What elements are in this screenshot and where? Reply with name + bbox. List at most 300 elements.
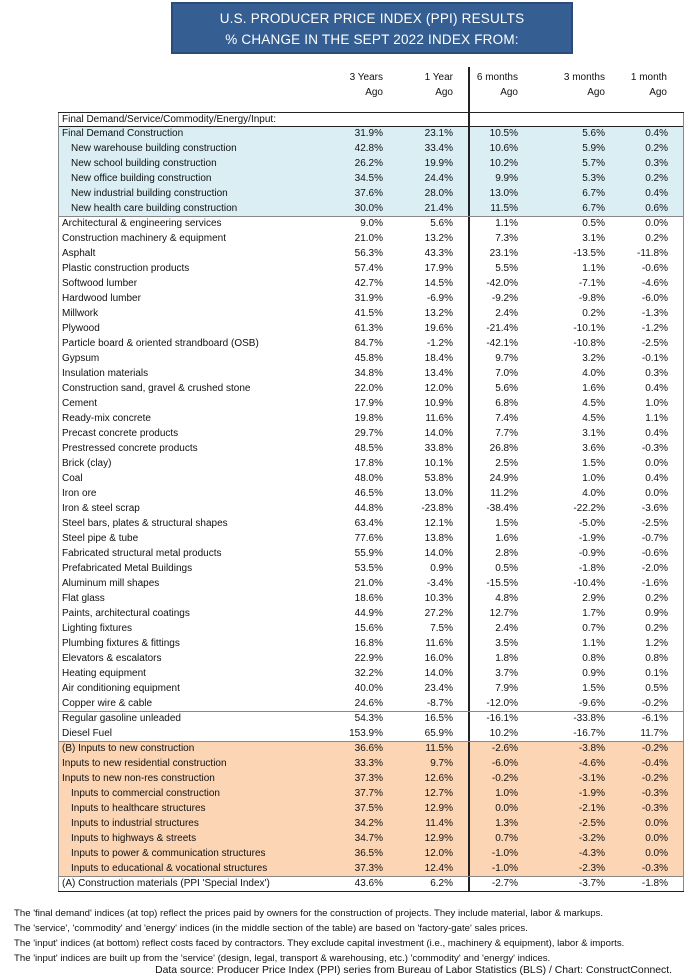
row-value: -4.6% bbox=[578, 758, 605, 769]
row-value: 33.3% bbox=[354, 758, 383, 769]
row-value: 0.5% bbox=[645, 683, 668, 694]
row-label: Coal bbox=[62, 473, 83, 484]
row-value: 3.6% bbox=[582, 443, 605, 454]
row-value: 13.2% bbox=[424, 233, 453, 244]
row-value: 7.0% bbox=[495, 368, 518, 379]
row-value: -0.2% bbox=[641, 698, 668, 709]
row-value: 1.2% bbox=[645, 638, 668, 649]
table-row bbox=[58, 516, 684, 531]
row-value: 0.0% bbox=[495, 803, 518, 814]
table-row bbox=[58, 666, 684, 681]
table-row bbox=[58, 861, 684, 876]
row-label: Aluminum mill shapes bbox=[62, 578, 160, 589]
row-value: -6.9% bbox=[426, 293, 453, 304]
table-row bbox=[58, 606, 684, 621]
row-label: Construction machinery & equipment bbox=[62, 233, 226, 244]
row-value: -0.3% bbox=[641, 863, 668, 874]
row-value: 40.0% bbox=[354, 683, 383, 694]
row-value: -3.1% bbox=[578, 773, 605, 784]
row-value: 0.7% bbox=[582, 623, 605, 634]
row-value: 10.1% bbox=[424, 458, 453, 469]
table-row bbox=[58, 561, 684, 576]
row-value: 1.0% bbox=[645, 398, 668, 409]
row-value: 23.4% bbox=[424, 683, 453, 694]
column-header-3-years bbox=[350, 70, 383, 100]
row-value: 0.6% bbox=[645, 203, 668, 214]
row-value: 24.9% bbox=[489, 473, 518, 484]
row-value: 30.0% bbox=[354, 203, 383, 214]
row-value: -0.1% bbox=[641, 353, 668, 364]
row-value: 1.0% bbox=[582, 473, 605, 484]
row-value: 2.8% bbox=[495, 548, 518, 559]
row-value: 9.9% bbox=[495, 173, 518, 184]
row-value: 0.2% bbox=[645, 233, 668, 244]
row-value: -23.8% bbox=[421, 503, 453, 514]
row-label: Inputs to new non-res construction bbox=[62, 773, 215, 784]
row-value: 84.7% bbox=[354, 338, 383, 349]
column-header-line2: Ago bbox=[435, 87, 453, 98]
row-value: 1.5% bbox=[582, 683, 605, 694]
row-value: 34.8% bbox=[354, 368, 383, 379]
column-header-line1: 6 months bbox=[476, 72, 518, 83]
table-row bbox=[58, 171, 684, 186]
table-row bbox=[58, 756, 684, 771]
row-value: 63.4% bbox=[354, 518, 383, 529]
row-value: 12.7% bbox=[424, 788, 453, 799]
row-value: -10.8% bbox=[573, 338, 605, 349]
row-value: -12.0% bbox=[486, 698, 518, 709]
table-row bbox=[58, 576, 684, 591]
row-value: 1.5% bbox=[495, 518, 518, 529]
row-value: 6.7% bbox=[582, 188, 605, 199]
row-value: 10.3% bbox=[424, 593, 453, 604]
table-row bbox=[58, 636, 684, 651]
row-value: -3.2% bbox=[578, 833, 605, 844]
row-value: 1.1% bbox=[645, 413, 668, 424]
row-value: 0.9% bbox=[645, 608, 668, 619]
table-row bbox=[58, 186, 684, 201]
table-row bbox=[58, 291, 684, 306]
footnotes bbox=[14, 906, 624, 966]
row-label: (A) Construction materials (PPI 'Special Index') bbox=[62, 878, 270, 889]
row-value: -1.2% bbox=[426, 338, 453, 349]
row-value: 19.9% bbox=[424, 158, 453, 169]
row-value: 1.6% bbox=[582, 383, 605, 394]
row-value: -3.4% bbox=[426, 578, 453, 589]
row-value: 43.3% bbox=[424, 248, 453, 259]
row-value: -13.5% bbox=[573, 248, 605, 259]
column-header-1-year bbox=[425, 70, 453, 100]
row-value: -2.5% bbox=[578, 818, 605, 829]
row-value: 4.5% bbox=[582, 398, 605, 409]
column-divider bbox=[468, 67, 470, 891]
row-label: Precast concrete products bbox=[62, 428, 179, 439]
table-row bbox=[58, 831, 684, 846]
row-value: 3.1% bbox=[582, 233, 605, 244]
table-row bbox=[58, 366, 684, 381]
table-row bbox=[58, 501, 684, 516]
table-row bbox=[58, 876, 684, 891]
column-header-6-months bbox=[477, 70, 518, 100]
row-value: 1.1% bbox=[582, 638, 605, 649]
row-value: 15.6% bbox=[354, 623, 383, 634]
row-value: 22.0% bbox=[354, 383, 383, 394]
row-value: 11.5% bbox=[425, 743, 453, 754]
row-value: -0.2% bbox=[641, 743, 668, 754]
group-separator bbox=[58, 876, 684, 877]
table-row bbox=[58, 486, 684, 501]
row-value: 12.1% bbox=[424, 518, 453, 529]
row-value: -42.1% bbox=[486, 338, 518, 349]
row-value: 5.6% bbox=[582, 128, 605, 139]
row-value: -0.2% bbox=[641, 773, 668, 784]
footnote: The 'input' indices (at bottom) reflect costs faced by contractors. They exclude capital investment (i.e., machinery & equipment), labor & imports. bbox=[14, 938, 625, 949]
row-value: 37.3% bbox=[354, 773, 383, 784]
row-value: 5.9% bbox=[582, 143, 605, 154]
row-label: Lighting fixtures bbox=[62, 623, 133, 634]
row-value: 29.7% bbox=[354, 428, 383, 439]
column-header-line1: 3 Years bbox=[349, 72, 383, 83]
row-label: Inputs to industrial structures bbox=[71, 818, 199, 829]
row-value: 18.4% bbox=[424, 353, 453, 364]
row-label: Millwork bbox=[62, 308, 99, 319]
row-value: -0.3% bbox=[641, 443, 668, 454]
row-value: -2.5% bbox=[641, 518, 668, 529]
row-value: -2.0% bbox=[641, 563, 668, 574]
row-label: Inputs to healthcare structures bbox=[71, 803, 206, 814]
row-value: -38.4% bbox=[486, 503, 518, 514]
table-row bbox=[58, 246, 684, 261]
row-value: 2.4% bbox=[495, 623, 518, 634]
row-label: Ready-mix concrete bbox=[62, 413, 151, 424]
row-value: 33.4% bbox=[424, 143, 453, 154]
table-row bbox=[58, 276, 684, 291]
table-row bbox=[58, 411, 684, 426]
row-value: 0.0% bbox=[645, 848, 668, 859]
row-value: 36.6% bbox=[354, 743, 383, 754]
row-value: 12.0% bbox=[424, 383, 453, 394]
row-value: -22.2% bbox=[573, 503, 605, 514]
row-label: Regular gasoline unleaded bbox=[62, 713, 181, 724]
row-label: New industrial building construction bbox=[71, 188, 228, 199]
row-value: 0.0% bbox=[645, 488, 668, 499]
row-label: Cement bbox=[62, 398, 98, 409]
row-value: 1.0% bbox=[495, 788, 518, 799]
table-row bbox=[58, 741, 684, 756]
row-value: 5.6% bbox=[495, 383, 518, 394]
row-value: 0.2% bbox=[645, 623, 668, 634]
column-header-line1: 3 months bbox=[563, 72, 605, 83]
row-value: -10.4% bbox=[573, 578, 605, 589]
row-value: 0.4% bbox=[645, 128, 668, 139]
row-value: -3.6% bbox=[641, 503, 668, 514]
footnote: The 'final demand' indices (at top) reflect the prices paid by owners for the construction of projects. They include material, labor & markups. bbox=[14, 908, 603, 919]
row-value: 4.0% bbox=[582, 488, 605, 499]
row-value: -1.0% bbox=[491, 863, 518, 874]
table-row bbox=[58, 771, 684, 786]
row-value: 46.5% bbox=[354, 488, 383, 499]
row-value: -2.6% bbox=[491, 743, 518, 754]
row-value: 0.5% bbox=[582, 218, 605, 229]
row-value: 3.1% bbox=[582, 428, 605, 439]
row-value: -0.2% bbox=[491, 773, 518, 784]
row-label: Brick (clay) bbox=[62, 458, 112, 469]
row-label: New office building construction bbox=[71, 173, 212, 184]
row-value: -3.8% bbox=[578, 743, 605, 754]
row-value: 12.9% bbox=[424, 803, 453, 814]
row-value: 4.8% bbox=[495, 593, 518, 604]
row-label: Prefabricated Metal Buildings bbox=[62, 563, 193, 574]
row-value: 55.9% bbox=[354, 548, 383, 559]
row-value: 34.2% bbox=[354, 818, 383, 829]
row-value: -1.8% bbox=[641, 878, 668, 889]
row-value: 0.1% bbox=[645, 668, 668, 679]
row-value: 14.0% bbox=[424, 548, 453, 559]
row-value: -1.9% bbox=[578, 533, 605, 544]
row-value: 31.9% bbox=[354, 128, 383, 139]
row-value: 6.8% bbox=[495, 398, 518, 409]
row-value: -6.0% bbox=[641, 293, 668, 304]
row-value: -1.2% bbox=[641, 323, 668, 334]
row-value: 13.0% bbox=[424, 488, 453, 499]
row-label: Inputs to commercial construction bbox=[71, 788, 220, 799]
row-value: 5.7% bbox=[582, 158, 605, 169]
row-label: Softwood lumber bbox=[62, 278, 138, 289]
table-row bbox=[58, 201, 684, 216]
row-value: -0.3% bbox=[641, 788, 668, 799]
row-label: Inputs to power & communication structures bbox=[71, 848, 266, 859]
row-value: 28.0% bbox=[424, 188, 453, 199]
row-value: 1.3% bbox=[495, 818, 518, 829]
row-label: Flat glass bbox=[62, 593, 105, 604]
row-label: Inputs to educational & vocational structures bbox=[71, 863, 268, 874]
column-header-line2: Ago bbox=[587, 87, 605, 98]
row-value: 48.5% bbox=[354, 443, 383, 454]
chart-title: U.S. PRODUCER PRICE INDEX (PPI) RESULTS bbox=[219, 11, 525, 26]
row-value: 1.1% bbox=[582, 263, 605, 274]
column-header-1-month bbox=[631, 70, 667, 100]
row-value: 11.6% bbox=[425, 638, 453, 649]
row-value: 21.0% bbox=[354, 233, 383, 244]
row-value: 12.4% bbox=[424, 863, 453, 874]
row-value: 3.7% bbox=[495, 668, 518, 679]
row-value: 2.9% bbox=[582, 593, 605, 604]
row-label: Iron ore bbox=[62, 488, 97, 499]
row-value: -4.6% bbox=[641, 278, 668, 289]
row-label: Plastic construction products bbox=[62, 263, 190, 274]
row-value: 7.4% bbox=[495, 413, 518, 424]
row-value: 54.3% bbox=[354, 713, 383, 724]
row-value: 43.6% bbox=[354, 878, 383, 889]
row-value: -9.6% bbox=[578, 698, 605, 709]
row-value: 12.6% bbox=[424, 773, 453, 784]
row-value: 36.5% bbox=[354, 848, 383, 859]
row-value: 1.5% bbox=[582, 458, 605, 469]
row-value: -0.6% bbox=[641, 548, 668, 559]
row-label: New school building construction bbox=[71, 158, 217, 169]
row-value: -2.5% bbox=[641, 338, 668, 349]
row-value: 53.5% bbox=[354, 563, 383, 574]
row-value: 1.8% bbox=[495, 653, 518, 664]
row-value: 9.7% bbox=[495, 353, 518, 364]
table-left-border bbox=[58, 113, 59, 891]
row-value: 27.2% bbox=[424, 608, 453, 619]
row-value: -15.5% bbox=[486, 578, 518, 589]
row-value: 16.0% bbox=[424, 653, 453, 664]
row-value: 153.9% bbox=[349, 728, 383, 739]
row-value: 17.9% bbox=[424, 263, 453, 274]
row-value: 11.2% bbox=[490, 488, 518, 499]
table-row bbox=[58, 456, 684, 471]
row-value: 10.9% bbox=[424, 398, 453, 409]
row-label: Architectural & engineering services bbox=[62, 218, 222, 229]
row-value: 6.2% bbox=[430, 878, 453, 889]
row-value: 61.3% bbox=[354, 323, 383, 334]
row-value: 18.6% bbox=[354, 593, 383, 604]
row-value: 77.6% bbox=[354, 533, 383, 544]
row-value: 3.5% bbox=[495, 638, 518, 649]
row-value: -11.8% bbox=[637, 248, 668, 259]
row-value: 0.3% bbox=[645, 368, 668, 379]
table-row bbox=[58, 321, 684, 336]
table-row bbox=[58, 261, 684, 276]
row-label: (B) Inputs to new construction bbox=[62, 743, 195, 754]
row-value: 33.8% bbox=[424, 443, 453, 454]
row-label: Gypsum bbox=[62, 353, 100, 364]
row-value: 11.6% bbox=[425, 413, 453, 424]
row-label: Asphalt bbox=[62, 248, 96, 259]
row-value: 26.2% bbox=[354, 158, 383, 169]
row-value: -2.1% bbox=[578, 803, 605, 814]
row-value: 10.5% bbox=[489, 128, 518, 139]
table-row bbox=[58, 156, 684, 171]
group-separator bbox=[58, 741, 684, 742]
row-label: Particle board & oriented strandboard (OSB) bbox=[62, 338, 259, 349]
table-body bbox=[58, 126, 684, 891]
row-value: 22.9% bbox=[354, 653, 383, 664]
row-value: 7.9% bbox=[495, 683, 518, 694]
row-value: 65.9% bbox=[424, 728, 453, 739]
row-value: -6.1% bbox=[641, 713, 668, 724]
row-value: 37.5% bbox=[354, 803, 383, 814]
row-label: Construction sand, gravel & crushed stone bbox=[62, 383, 251, 394]
table-row bbox=[58, 546, 684, 561]
row-label: Inputs to new residential construction bbox=[62, 758, 227, 769]
row-value: 44.8% bbox=[354, 503, 383, 514]
footnote: The 'service', 'commodity' and 'energy' indices (in the middle section of the table) are based on 'factory-gate' sales prices. bbox=[14, 923, 528, 934]
chart-subtitle: % CHANGE IN THE SEPT 2022 INDEX FROM: bbox=[225, 32, 519, 47]
table-row bbox=[58, 651, 684, 666]
row-value: -1.9% bbox=[578, 788, 605, 799]
row-value: -2.7% bbox=[491, 878, 518, 889]
row-value: 21.0% bbox=[354, 578, 383, 589]
row-label: Copper wire & cable bbox=[62, 698, 153, 709]
row-label: Heating equipment bbox=[62, 668, 146, 679]
row-value: 24.6% bbox=[354, 698, 383, 709]
row-value: 12.0% bbox=[424, 848, 453, 859]
footnote: The 'input' indices are built up from the 'service' (design, legal, transport & warehousing, etc.) 'commodity' and 'energy' indices. bbox=[14, 953, 551, 964]
table-row bbox=[58, 306, 684, 321]
row-value: 0.2% bbox=[645, 593, 668, 604]
row-value: -16.7% bbox=[573, 728, 605, 739]
table-row bbox=[58, 396, 684, 411]
column-header-line2: Ago bbox=[500, 87, 518, 98]
row-label: Diesel Fuel bbox=[62, 728, 113, 739]
row-value: 14.0% bbox=[424, 668, 453, 679]
row-value: -16.1% bbox=[486, 713, 518, 724]
ppi-table bbox=[58, 113, 684, 891]
row-value: 57.4% bbox=[354, 263, 383, 274]
row-value: 48.0% bbox=[354, 473, 383, 484]
row-value: 6.7% bbox=[582, 203, 605, 214]
row-value: 37.6% bbox=[354, 188, 383, 199]
row-value: 0.0% bbox=[645, 818, 668, 829]
row-value: 1.1% bbox=[495, 218, 518, 229]
row-value: 10.2% bbox=[489, 158, 518, 169]
row-label: Steel pipe & tube bbox=[62, 533, 139, 544]
row-value: -33.8% bbox=[573, 713, 605, 724]
row-value: 53.8% bbox=[424, 473, 453, 484]
group-separator bbox=[58, 711, 684, 712]
row-value: 56.3% bbox=[354, 248, 383, 259]
row-value: 45.8% bbox=[354, 353, 383, 364]
row-value: 10.2% bbox=[489, 728, 518, 739]
row-value: -9.2% bbox=[491, 293, 518, 304]
row-value: 26.8% bbox=[489, 443, 518, 454]
row-value: 34.7% bbox=[354, 833, 383, 844]
row-value: 13.8% bbox=[424, 533, 453, 544]
row-value: 37.7% bbox=[354, 788, 383, 799]
row-value: -6.0% bbox=[491, 758, 518, 769]
row-value: 23.1% bbox=[424, 128, 453, 139]
row-value: 24.4% bbox=[424, 173, 453, 184]
row-value: 2.5% bbox=[495, 458, 518, 469]
table-row bbox=[58, 231, 684, 246]
row-value: 7.3% bbox=[495, 233, 518, 244]
table-row bbox=[58, 786, 684, 801]
table-right-border bbox=[683, 113, 684, 891]
section-header-label: Final Demand/Service/Commodity/Energy/Input: bbox=[62, 114, 276, 125]
table-row bbox=[58, 681, 684, 696]
header-rule bbox=[58, 112, 684, 113]
row-value: 0.0% bbox=[645, 833, 668, 844]
row-value: 0.8% bbox=[582, 653, 605, 664]
row-label: Air conditioning equipment bbox=[62, 683, 180, 694]
row-value: -8.7% bbox=[426, 698, 453, 709]
row-label: Elevators & escalators bbox=[62, 653, 162, 664]
row-label: Steel bars, plates & structural shapes bbox=[62, 518, 228, 529]
row-value: -0.4% bbox=[641, 758, 668, 769]
row-value: 19.6% bbox=[424, 323, 453, 334]
row-value: -9.8% bbox=[578, 293, 605, 304]
row-value: 0.4% bbox=[645, 473, 668, 484]
data-source: Data source: Producer Price Index (PPI) series from Bureau of Labor Statistics (BLS) / Chart: ConstructConnect. bbox=[155, 965, 672, 976]
row-value: 0.2% bbox=[645, 173, 668, 184]
row-value: -0.6% bbox=[641, 263, 668, 274]
row-value: 32.2% bbox=[354, 668, 383, 679]
row-value: -2.3% bbox=[578, 863, 605, 874]
row-label: Plywood bbox=[62, 323, 100, 334]
table-row bbox=[58, 816, 684, 831]
row-value: 0.3% bbox=[645, 158, 668, 169]
row-value: 0.0% bbox=[645, 458, 668, 469]
row-value: -1.8% bbox=[578, 563, 605, 574]
row-label: Paints, architectural coatings bbox=[62, 608, 190, 619]
row-value: 5.6% bbox=[430, 218, 453, 229]
row-value: 44.9% bbox=[354, 608, 383, 619]
table-row bbox=[58, 141, 684, 156]
row-value: 4.5% bbox=[582, 413, 605, 424]
